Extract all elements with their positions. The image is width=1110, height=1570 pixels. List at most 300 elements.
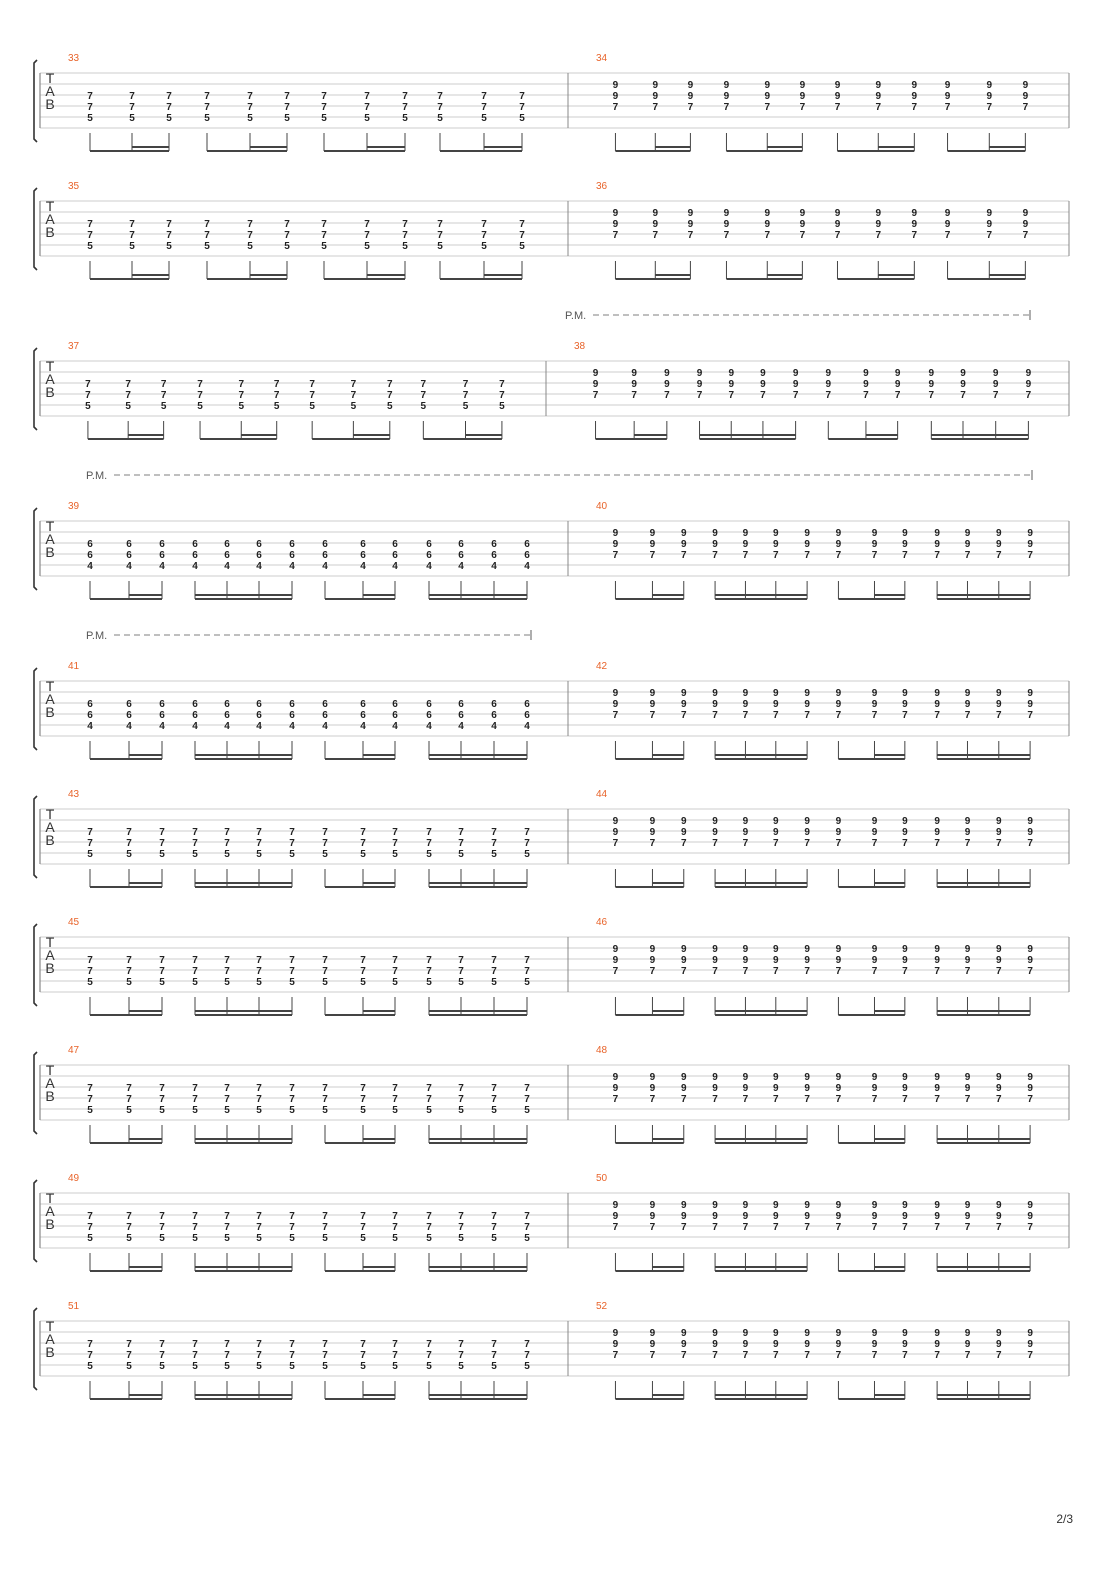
fret-number: 7 [392,1339,398,1350]
fret-number: 7 [934,966,940,977]
fret-number: 7 [804,966,810,977]
fret-number: 9 [652,80,659,91]
fret-number: 9 [764,208,771,219]
fret-number: 5 [458,1361,464,1372]
fret-number: 7 [804,838,810,849]
fret-number: 9 [804,955,810,966]
fret-number: 5 [491,1105,497,1116]
fret-number: 6 [360,699,366,710]
fret-number: 7 [612,1350,619,1361]
fret-number: 9 [834,219,841,230]
fret-number: 7 [742,1094,749,1105]
fret-number: 7 [289,827,295,838]
fret-number: 7 [322,1083,328,1094]
fret-number: 9 [996,1211,1002,1222]
fret-number: 7 [871,1222,878,1233]
fret-number: 7 [934,1094,940,1105]
fret-number: 5 [392,1233,398,1244]
fret-number: 5 [256,849,262,860]
fret-number: 7 [392,955,398,966]
fret-number: 9 [652,208,659,219]
tab-clef-letter: T [45,518,55,534]
fret-number: 9 [871,699,878,710]
fret-number: 5 [524,1361,530,1372]
fret-number: 7 [256,1094,262,1105]
fret-number: 7 [911,230,918,241]
fret-number: 7 [87,1350,93,1361]
fret-number: 5 [426,849,432,860]
fret-number: 7 [87,966,93,977]
fret-number: 7 [192,827,198,838]
fret-number: 7 [723,102,730,113]
fret-number: 9 [680,1200,687,1211]
tab-clef-letter: A [45,819,55,835]
fret-number: 9 [871,1200,878,1211]
fret-number: 7 [491,1222,497,1233]
fret-number: 6 [192,550,198,561]
fret-number: 7 [804,1350,810,1361]
fret-number: 7 [728,390,735,401]
fret-number: 9 [964,827,971,838]
fret-number: 9 [680,539,687,550]
fret-number: 9 [649,1200,656,1211]
fret-number: 7 [944,230,951,241]
fret-number: 7 [321,102,327,113]
fret-number: 5 [364,241,370,252]
fret-number: 7 [289,1222,295,1233]
fret-number: 9 [934,688,940,699]
fret-number: 9 [835,539,842,550]
fret-number: 7 [87,1222,93,1233]
fret-number: 7 [159,955,165,966]
fret-number: 7 [159,1222,165,1233]
fret-number: 9 [728,368,735,379]
fret-number: 6 [159,710,165,721]
fret-number: 9 [986,219,993,230]
fret-number: 7 [649,1222,656,1233]
fret-number: 9 [928,379,935,390]
fret-number: 9 [996,1328,1002,1339]
fret-number: 5 [129,113,135,124]
fret-number: 6 [192,710,198,721]
tab-clef-letter: A [45,691,55,707]
fret-number: 7 [871,1350,878,1361]
fret-number: 4 [289,561,295,572]
fret-number: 4 [426,721,432,732]
fret-number: 6 [458,550,464,561]
fret-number: 9 [612,1339,619,1350]
fret-number: 7 [402,219,408,230]
fret-number: 9 [964,1200,971,1211]
fret-number: 7 [126,1339,132,1350]
fret-number: 7 [289,1083,295,1094]
fret-number: 9 [934,1072,940,1083]
fret-number: 7 [875,102,882,113]
fret-number: 9 [964,816,971,827]
fret-number: 5 [519,113,525,124]
fret-number: 7 [360,1094,366,1105]
fret-number: 9 [964,699,971,710]
fret-number: 9 [1027,1200,1033,1211]
fret-number: 6 [458,699,464,710]
fret-number: 9 [996,1083,1002,1094]
fret-number: 9 [680,1083,687,1094]
fret-number: 6 [524,539,530,550]
fret-number: 7 [126,838,132,849]
fret-number: 7 [871,1094,878,1105]
fret-number: 7 [159,1094,165,1105]
fret-number: 7 [284,102,290,113]
fret-number: 7 [499,379,505,390]
fret-number: 5 [387,401,393,412]
fret-number: 9 [764,91,771,102]
fret-number: 9 [687,91,694,102]
fret-number: 6 [491,699,497,710]
fret-number: 7 [402,230,408,241]
fret-number: 7 [87,838,93,849]
fret-number: 5 [284,113,290,124]
fret-number: 7 [481,219,487,230]
fret-number: 7 [87,827,93,838]
fret-number: 4 [87,721,93,732]
page-number: 2/3 [1056,1512,1073,1526]
fret-number: 7 [649,550,656,561]
fret-number: 6 [392,539,398,550]
fret-number: 5 [402,241,408,252]
fret-number: 9 [825,379,832,390]
fret-number: 7 [760,390,766,401]
fret-number: 7 [680,1094,687,1105]
fret-number: 7 [126,1083,132,1094]
fret-number: 7 [192,1339,198,1350]
fret-number: 6 [159,539,165,550]
fret-number: 7 [87,1094,93,1105]
fret-number: 9 [799,219,806,230]
fret-number: 9 [612,1328,619,1339]
fret-number: 6 [426,550,432,561]
fret-number: 7 [773,550,779,561]
fret-number: 7 [742,966,749,977]
fret-number: 7 [894,390,901,401]
fret-number: 7 [273,390,280,401]
fret-number: 5 [360,1233,366,1244]
fret-number: 9 [728,379,735,390]
fret-number: 6 [256,539,262,550]
fret-number: 7 [458,955,464,966]
fret-number: 9 [1025,368,1032,379]
fret-number: 7 [426,838,432,849]
tab-clef-letter: T [45,198,55,214]
fret-number: 9 [964,528,971,539]
fret-number: 9 [652,91,659,102]
fret-number: 9 [723,91,730,102]
fret-number: 5 [420,401,427,412]
fret-number: 7 [197,379,203,390]
fret-number: 9 [680,816,687,827]
fret-number: 7 [321,230,327,241]
fret-number: 5 [224,1233,230,1244]
tab-clef-letter: B [45,224,55,240]
fret-number: 9 [863,379,869,390]
fret-number: 7 [524,1094,530,1105]
fret-number: 9 [631,379,637,390]
fret-number: 5 [524,849,530,860]
measure-number: 43 [68,789,80,800]
fret-number: 9 [773,688,779,699]
fret-number: 7 [458,827,464,838]
measure-number: 49 [68,1173,80,1184]
fret-number: 5 [289,849,295,860]
fret-number: 7 [284,230,290,241]
fret-number: 9 [742,699,749,710]
fret-number: 9 [835,816,842,827]
fret-number: 7 [742,1350,749,1361]
fret-number: 9 [680,955,687,966]
fret-number: 6 [426,710,432,721]
fret-number: 7 [687,102,694,113]
fret-number: 9 [902,955,908,966]
fret-number: 6 [458,539,464,550]
fret-number: 5 [360,849,366,860]
fret-number: 7 [129,102,135,113]
fret-number: 7 [87,955,93,966]
fret-number: 5 [87,1361,93,1372]
fret-number: 7 [835,1222,842,1233]
fret-number: 7 [964,550,971,561]
fret-number: 5 [238,401,245,412]
fret-number: 4 [491,561,497,572]
fret-number: 9 [835,1083,842,1094]
fret-number: 7 [360,966,366,977]
fret-number: 7 [712,838,718,849]
fret-number: 7 [426,1083,432,1094]
fret-number: 9 [712,816,718,827]
tab-clef-letter: B [45,1344,55,1360]
fret-number: 7 [1027,838,1033,849]
fret-number: 9 [996,539,1002,550]
tab-clef-letter: B [45,704,55,720]
fret-number: 7 [481,230,487,241]
measure-number: 36 [596,181,608,192]
fret-number: 9 [804,944,810,955]
tab-system [34,181,1069,279]
fret-number: 9 [680,1211,687,1222]
fret-number: 9 [1022,208,1029,219]
fret-number: 5 [524,977,530,988]
fret-number: 9 [875,208,882,219]
fret-number: 7 [835,1094,842,1105]
fret-number: 9 [804,1200,810,1211]
fret-number: 9 [863,368,869,379]
fret-number: 7 [392,827,398,838]
fret-number: 5 [499,401,505,412]
fret-number: 9 [875,219,882,230]
fret-number: 7 [712,966,718,977]
fret-number: 9 [723,80,730,91]
fret-number: 6 [289,699,295,710]
fret-number: 7 [871,710,878,721]
fret-number: 9 [680,528,687,539]
fret-number: 7 [224,1350,230,1361]
fret-number: 9 [799,208,806,219]
fret-number: 7 [934,1222,940,1233]
fret-number: 5 [159,1233,165,1244]
fret-number: 7 [804,1094,810,1105]
fret-number: 7 [247,230,253,241]
fret-number: 7 [256,1222,262,1233]
fret-number: 7 [129,219,135,230]
fret-number: 9 [712,1072,718,1083]
fret-number: 5 [87,977,93,988]
tab-system [34,470,1069,599]
fret-number: 4 [87,561,93,572]
fret-number: 9 [934,827,940,838]
system-bracket [34,1308,37,1390]
fret-number: 7 [192,838,198,849]
fret-number: 5 [192,977,198,988]
fret-number: 5 [462,401,469,412]
fret-number: 6 [87,539,93,550]
fret-number: 9 [996,944,1002,955]
fret-number: 9 [773,699,779,710]
fret-number: 5 [322,1361,328,1372]
fret-number: 5 [426,1233,432,1244]
fret-number: 4 [392,561,398,572]
fret-number: 9 [804,688,810,699]
fret-number: 9 [934,816,940,827]
fret-number: 5 [322,1105,328,1116]
fret-number: 7 [902,550,908,561]
fret-number: 9 [835,944,842,955]
fret-number: 7 [360,1083,366,1094]
fret-number: 9 [773,955,779,966]
fret-number: 7 [126,955,132,966]
system-bracket [34,668,37,750]
fret-number: 9 [742,1200,749,1211]
fret-number: 9 [649,1211,656,1222]
fret-number: 7 [773,838,779,849]
fret-number: 7 [284,219,290,230]
fret-number: 7 [322,1094,328,1105]
fret-number: 7 [612,102,619,113]
fret-number: 7 [834,102,841,113]
fret-number: 6 [322,699,328,710]
fret-number: 7 [126,1222,132,1233]
fret-number: 9 [649,688,656,699]
fret-number: 7 [256,955,262,966]
fret-number: 7 [773,966,779,977]
fret-number: 7 [934,1350,940,1361]
tab-system [34,1301,1069,1399]
fret-number: 6 [322,550,328,561]
fret-number: 7 [825,390,832,401]
fret-number: 9 [804,1339,810,1350]
tab-clef-letter: T [45,1190,55,1206]
fret-number: 7 [902,1350,908,1361]
fret-number: 9 [687,208,694,219]
fret-number: 7 [742,838,749,849]
fret-number: 7 [835,550,842,561]
fret-number: 9 [996,1072,1002,1083]
fret-number: 9 [1027,528,1033,539]
fret-number: 9 [911,219,918,230]
fret-number: 9 [680,699,687,710]
fret-number: 7 [160,379,167,390]
fret-number: 7 [364,91,370,102]
fret-number: 9 [687,80,694,91]
fret-number: 6 [159,699,165,710]
fret-number: 7 [519,219,525,230]
fret-number: 7 [159,1350,165,1361]
fret-number: 5 [491,1361,497,1372]
fret-number: 7 [458,838,464,849]
fret-number: 7 [87,1339,93,1350]
fret-number: 9 [835,955,842,966]
fret-number: 7 [360,955,366,966]
fret-number: 9 [964,1083,971,1094]
fret-number: 9 [944,219,951,230]
fret-number: 9 [986,80,993,91]
fret-number: 6 [491,710,497,721]
fret-number: 7 [712,1222,718,1233]
fret-number: 9 [742,539,749,550]
fret-number: 5 [360,1105,366,1116]
fret-number: 9 [934,1328,940,1339]
fret-number: 5 [159,1361,165,1372]
fret-number: 9 [612,528,619,539]
fret-number: 9 [934,528,940,539]
fret-number: 7 [712,550,718,561]
fret-number: 6 [224,710,230,721]
fret-number: 7 [426,955,432,966]
fret-number: 9 [687,219,694,230]
fret-number: 7 [462,390,469,401]
fret-number: 7 [680,550,687,561]
fret-number: 7 [129,91,135,102]
fret-number: 7 [996,550,1002,561]
fret-number: 9 [742,1339,749,1350]
fret-number: 6 [392,550,398,561]
fret-number: 4 [126,561,132,572]
fret-number: 9 [834,91,841,102]
fret-number: 5 [204,241,210,252]
fret-number: 7 [799,102,806,113]
fret-number: 5 [289,977,295,988]
fret-number: 9 [804,539,810,550]
fret-number: 7 [350,390,357,401]
fret-number: 7 [224,1083,230,1094]
fret-number: 9 [964,1339,971,1350]
fret-number: 9 [944,80,951,91]
fret-number: 5 [87,241,93,252]
fret-number: 5 [126,1361,132,1372]
fret-number: 7 [458,1083,464,1094]
fret-number: 9 [902,827,908,838]
fret-number: 7 [712,1350,718,1361]
fret-number: 9 [996,955,1002,966]
fret-number: 9 [871,539,878,550]
fret-number: 7 [238,390,245,401]
fret-number: 9 [649,1083,656,1094]
fret-number: 6 [224,699,230,710]
fret-number: 7 [491,955,497,966]
fret-number: 9 [680,688,687,699]
fret-number: 7 [680,1222,687,1233]
fret-number: 7 [458,1222,464,1233]
fret-number: 9 [934,539,940,550]
fret-number: 6 [458,710,464,721]
fret-number: 7 [159,838,165,849]
